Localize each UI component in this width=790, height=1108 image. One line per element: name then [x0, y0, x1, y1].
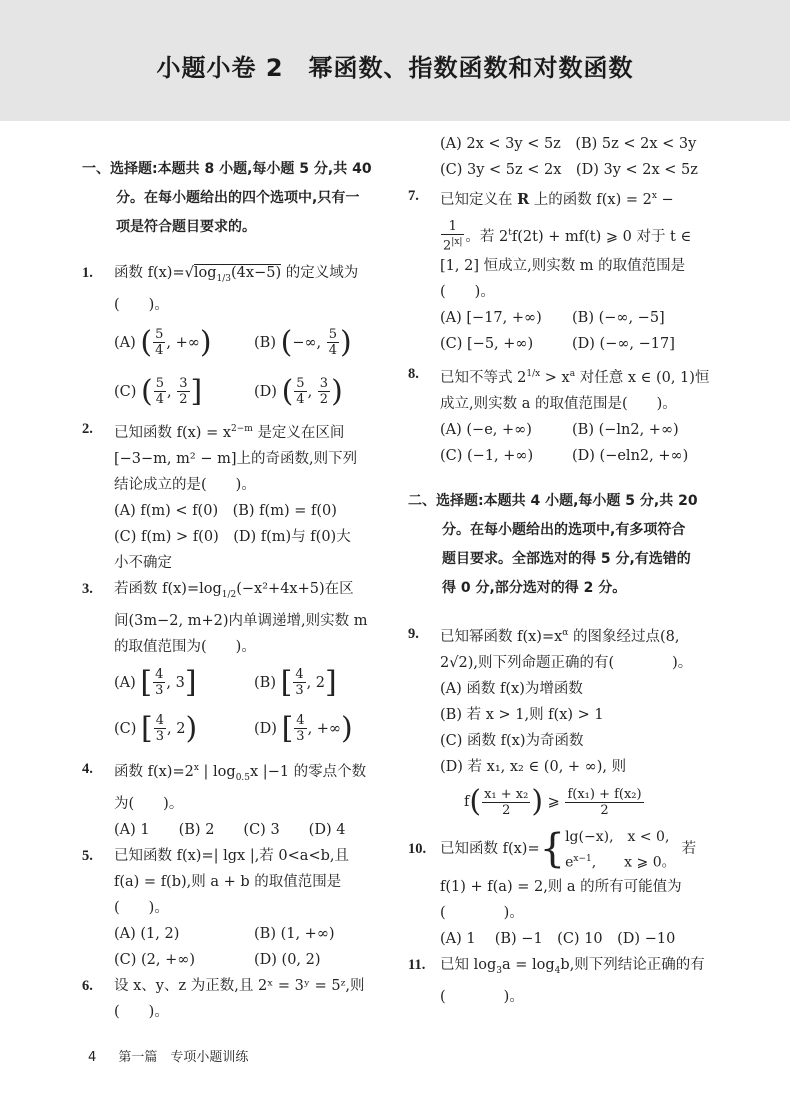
q6-line2: ( )。 — [114, 1004, 169, 1021]
q9-option-b: (B) 若 x > 1,则 f(x) > 1 — [440, 707, 604, 724]
question-1: 1. 函数 $f(x)=√\log_{1/3}(4x-5)$ 的定义域为 — [82, 265, 359, 284]
q5-line3: ( )。 — [114, 900, 169, 917]
q7-options-cd: (C) [−5, +∞) (D) (−∞, −17] — [440, 335, 675, 352]
q2-options-cd: (C) f(m) > f(0) (D) f(m)与 f(0)大 — [114, 528, 351, 545]
q2-line3: 结论成立的是( )。 — [114, 476, 256, 493]
q7-options-ab: (A) [−17, +∞) (B) (−∞, −5] — [440, 309, 665, 326]
section1-heading-line2: 分。在每小题给出的四个选项中,只有一 — [116, 190, 360, 206]
page-title: 小题小卷 2 幂函数、指数函数和对数函数 — [156, 54, 634, 82]
q5-options-cd: (C) (2, +∞) (D) (0, 2) — [114, 952, 321, 969]
q2-options-cd-cont: 小不确定 — [114, 554, 172, 571]
q8-line2: 成立,则实数 a 的取值范围是( )。 — [440, 395, 677, 412]
q8-options-ab: (A) (−e, +∞) (B) (−ln2, +∞) — [440, 421, 679, 438]
footer-section: 第一篇 专项小题训练 — [118, 1050, 249, 1065]
page-footer — [88, 1046, 248, 1065]
q4-options: (A) 1 (B) 2 (C) 3 (D) 4 — [114, 822, 346, 839]
q11-line2: ( )。 — [440, 989, 524, 1006]
q9-inequality: f( $\frac{\text{x₁ + x₂}}{2}$ ) ⩾ $\frac{\text{f(x₁) + f(x₂)}}{2}$ — [464, 784, 642, 820]
q3-line2: 间(3m−2, m+2)内单调递增,则实数 m — [114, 612, 368, 629]
q7-line2: $\frac{1}{2^{|x|}}$ 。若 $2^tf(2t) + mf(t)$ ⩾ 0 对于 t ∈ — [443, 219, 692, 254]
q3-line3: 的取值范围为( )。 — [114, 638, 256, 655]
q6-options-cd: (C) 3y < 5z < 2x (D) 3y < 2x < 5z — [440, 162, 698, 178]
q1-blank: ( )。 — [114, 296, 169, 313]
question-6: 6. 设 x、y、z 为正数,且 2ˣ = 3ʸ = 5ᶻ,则 — [82, 978, 365, 995]
q10-line2: f(1) + f(a) = 2,则 a 的所有可能值为 — [440, 879, 682, 896]
section1-heading-line3: 项是符合题目要求的。 — [116, 219, 256, 235]
q10-options: (A) 1 (B) −1 (C) 10 (D) −10 — [440, 931, 676, 948]
q5-options-ab: (A) (1, 2) (B) (1, +∞) — [114, 926, 335, 943]
question-3: 3. 若函数 $f(x)=\log_{1/2}(-x^2+4x+5)$在区 — [82, 580, 354, 600]
left-column — [82, 155, 394, 1025]
q7-line4: ( )。 — [440, 283, 495, 300]
section2-heading-line3: 题目要求。全部选对的得 5 分,有选错的 — [442, 550, 691, 567]
q9-line2: 2√2),则下列命题正确的有( )。 — [440, 655, 693, 672]
q3-options-ab: (A) [ $\frac{4}{3}$ , 3] (B) [ $\frac{4}{3}$ , 2] — [114, 664, 337, 700]
section2-heading-line2: 分。在每小题给出的选项中,有多项符合 — [442, 521, 686, 538]
q2-options-ab: (A) f(m) < f(0) (B) f(m) = f(0) — [114, 502, 337, 519]
q1-options-ab: (A) ( $\frac{5}{4}$ , +∞) (B) (−∞, $\frac{5}{4}$ ) — [114, 324, 352, 360]
q7-line3: [1, 2] 恒成立,则实数 m 的取值范围是 — [440, 257, 686, 274]
q10-line3: ( )。 — [440, 905, 524, 922]
question-8: 8. 已知不等式 $2^{1/x} > x^a$ 对任意 x ∈ (0, 1)恒 — [408, 365, 710, 386]
q8-options-cd: (C) (−1, +∞) (D) (−eln2, +∞) — [440, 447, 689, 464]
q2-line2: [−3−m, m² − m]上的奇函数,则下列 — [114, 450, 358, 467]
q9-option-a: (A) 函数 f(x)为增函数 — [440, 681, 583, 698]
q1-options-cd: (C) ( $\frac{5}{4}$ , $\frac{3}{2}$ ] (D) ( $\frac{5}{4}$ , $\frac{3}{2}$ ) — [114, 373, 343, 409]
section2-heading: 二、选择题:本题共 4 小题,每小题 5 分,共 20 — [408, 492, 698, 509]
right-column — [408, 131, 708, 1010]
q3-options-cd: (C) [ $\frac{4}{3}$ , 2) (D) [ $\frac{4}{3}$ , +∞) — [114, 710, 353, 746]
q9-option-c: (C) 函数 f(x)为奇函数 — [440, 733, 584, 750]
q9-option-d: (D) 若 x₁, x₂ ∈ (0, + ∞), 则 — [440, 759, 627, 776]
question-2: 2. 已知函数 $f(x) = x^{2-m}$ 是定义在区间 — [82, 420, 345, 441]
question-7: 7. 已知定义在 R 上的函数 $f(x) = 2^x$ − — [408, 188, 674, 208]
q5-line2: f(a) = f(b),则 a + b 的取值范围是 — [114, 874, 342, 891]
section1-heading: 一、选择题:本题共 8 小题,每小题 5 分,共 40 — [82, 161, 372, 177]
section2-heading-line4: 得 0 分,部分选对的得 2 分。 — [442, 579, 627, 596]
question-10: 10. 已知函数 f(x)={lg(−x), x < 0, $e^{x-1}$, x ⩾ 0。若 — [408, 826, 697, 873]
q6-options-ab: (A) 2x < 3y < 5z (B) 5z < 2x < 3y — [440, 136, 697, 152]
q4-line2: 为( )。 — [114, 796, 184, 813]
page-number: 4 — [88, 1050, 97, 1065]
question-9: 9. 已知幂函数 $f(x)=x^\alpha$ 的图象经过点(8, — [408, 625, 680, 646]
question-4: 4. 函数 $f(x)=2^x$ | $\log_{0.5}x$ |−1 的零点个数 — [82, 760, 367, 784]
question-5: 5. 已知函数 f(x)=| lgx |,若 0<a<b,且 — [82, 848, 349, 865]
question-11: 11. 已知 $\log_3a = \log_4b$,则下列结论正确的有 — [408, 957, 705, 977]
